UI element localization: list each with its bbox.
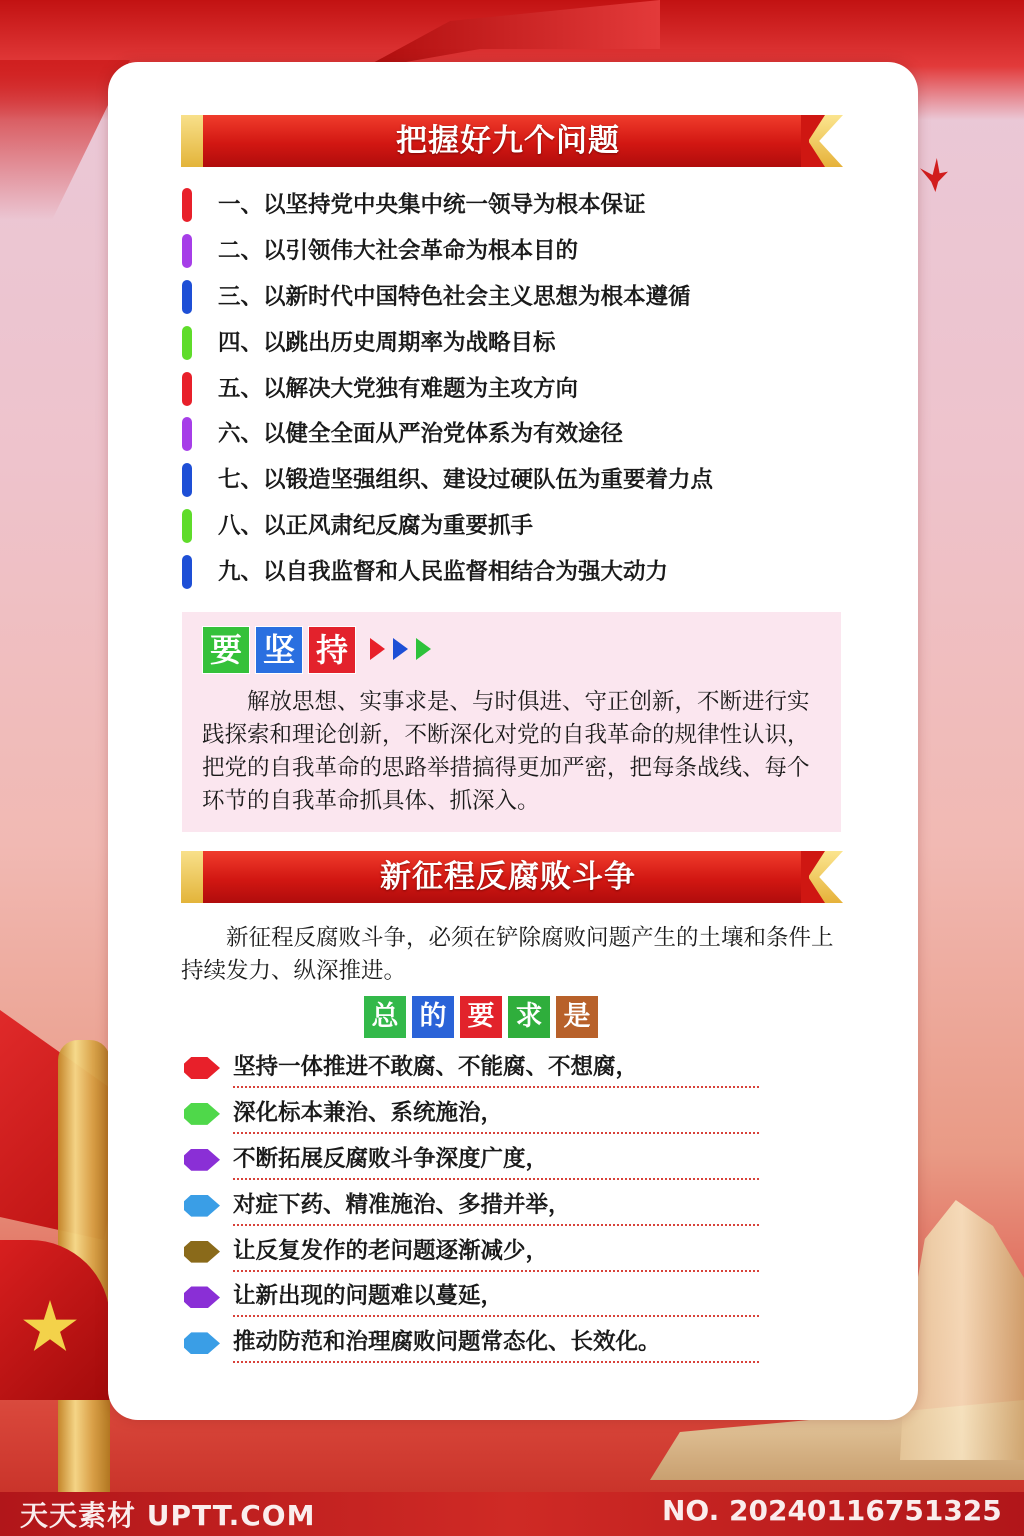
requirements-title-char: 的 [412, 996, 454, 1038]
bullet-drop-icon [184, 1286, 220, 1308]
bullet-drop-icon [184, 1149, 220, 1171]
requirement-text: 推动防范和治理腐败问题常态化、长效化。 [233, 1329, 661, 1356]
issue-text: 六、以健全全面从严治党体系为有效途径 [218, 421, 624, 448]
section-header-nine-issues [181, 115, 843, 167]
issue-bullet-bar [182, 463, 192, 497]
insist-title-char: 要 [202, 626, 250, 674]
issue-text: 九、以自我监督和人民监督相结合为强大动力 [218, 559, 669, 586]
insist-box [182, 612, 841, 832]
requirement-text: 让新出现的问题难以蔓延， [233, 1283, 504, 1310]
requirement-item [182, 1321, 762, 1367]
issue-item [182, 182, 842, 228]
issue-item [182, 274, 842, 320]
issue-text: 二、以引领伟大社会革命为根本目的 [218, 237, 579, 264]
dotted-divider [233, 1315, 759, 1317]
bullet-drop-icon [184, 1195, 220, 1217]
requirement-item [182, 1092, 762, 1138]
issue-text: 四、以跳出历史周期率为战略目标 [218, 329, 556, 356]
issue-text: 三、以新时代中国特色社会主义思想为根本遵循 [218, 283, 691, 310]
issue-item [182, 411, 842, 457]
dotted-divider [233, 1224, 759, 1226]
issue-bullet-bar [182, 234, 192, 268]
bullet-drop-icon [184, 1241, 220, 1263]
issue-item [182, 457, 842, 503]
section-header-anti-corruption [181, 851, 843, 903]
requirement-text: 深化标本兼治、系统施治， [233, 1099, 504, 1126]
section-title: 把握好九个问题 [396, 123, 620, 159]
issue-text: 一、以坚持党中央集中统一领导为根本保证 [218, 192, 646, 218]
issue-text: 八、以正风肃纪反腐为重要抓手 [218, 513, 534, 540]
struggle-intro: 新征程反腐败斗争，必须在铲除腐败问题产生的土壤和条件上持续发力、纵深推进。 [181, 925, 834, 984]
issue-list [182, 182, 842, 595]
issue-text: 五、以解决大党独有难题为主攻方向 [218, 375, 579, 402]
watermark-number: NO. 20240116751325 [662, 1494, 1002, 1527]
requirements-list [182, 1046, 762, 1367]
issue-bullet-bar [182, 417, 192, 451]
watermark-site: 天天素材 UPTT.COM [20, 1499, 316, 1532]
issue-item [182, 320, 842, 366]
insist-title-char: 坚 [255, 626, 303, 674]
dotted-divider [233, 1132, 759, 1134]
issue-bullet-bar [182, 280, 192, 314]
requirements-title-char: 总 [364, 996, 406, 1038]
arrow-right-icon [416, 638, 431, 660]
issue-text: 七、以锻造坚强组织、建设过硬队伍为重要着力点 [218, 467, 714, 494]
issue-bullet-bar [182, 555, 192, 589]
issue-bullet-bar [182, 509, 192, 543]
issue-item [182, 549, 842, 595]
insist-body: 解放思想、实事求是、与时俱进、守正创新，不断进行实践探索和理论创新，不断深化对党的自我革命的规律性认识，把党的自我革命的思路举措搞得更加严密，把每条战线、每个环节的自我革命抓具体、抓深入。 [202, 689, 810, 814]
requirement-item [182, 1275, 762, 1321]
requirements-title-char: 要 [460, 996, 502, 1038]
dotted-divider [233, 1270, 759, 1272]
requirement-text: 坚持一体推进不敢腐、不能腐、不想腐， [233, 1054, 639, 1080]
requirement-text: 对症下药、精准施治、多措并举， [233, 1191, 571, 1218]
requirements-title-char: 求 [508, 996, 550, 1038]
bullet-drop-icon [184, 1332, 220, 1354]
issue-bullet-bar [182, 326, 192, 360]
dotted-divider [233, 1361, 759, 1363]
section-title: 新征程反腐败斗争 [380, 859, 636, 895]
monument-statue [900, 1200, 1024, 1460]
issue-item [182, 228, 842, 274]
arrow-right-icon [393, 638, 408, 660]
requirement-item [182, 1230, 762, 1276]
issue-item [182, 366, 842, 412]
dove-icon [920, 158, 948, 192]
requirement-item [182, 1184, 762, 1230]
bullet-drop-icon [184, 1057, 220, 1079]
bullet-drop-icon [184, 1103, 220, 1125]
dotted-divider [233, 1086, 759, 1088]
requirement-item [182, 1046, 762, 1092]
requirement-text: 不断拓展反腐败斗争深度广度， [233, 1145, 549, 1172]
requirement-item [182, 1138, 762, 1184]
arrow-right-icon [370, 638, 385, 660]
requirement-text: 让反复发作的老问题逐渐减少， [233, 1237, 549, 1264]
dotted-divider [233, 1178, 759, 1180]
issue-bullet-bar [182, 188, 192, 222]
insist-title-char: 持 [308, 626, 356, 674]
requirements-title-char: 是 [556, 996, 598, 1038]
issue-item [182, 503, 842, 549]
issue-bullet-bar [182, 372, 192, 406]
